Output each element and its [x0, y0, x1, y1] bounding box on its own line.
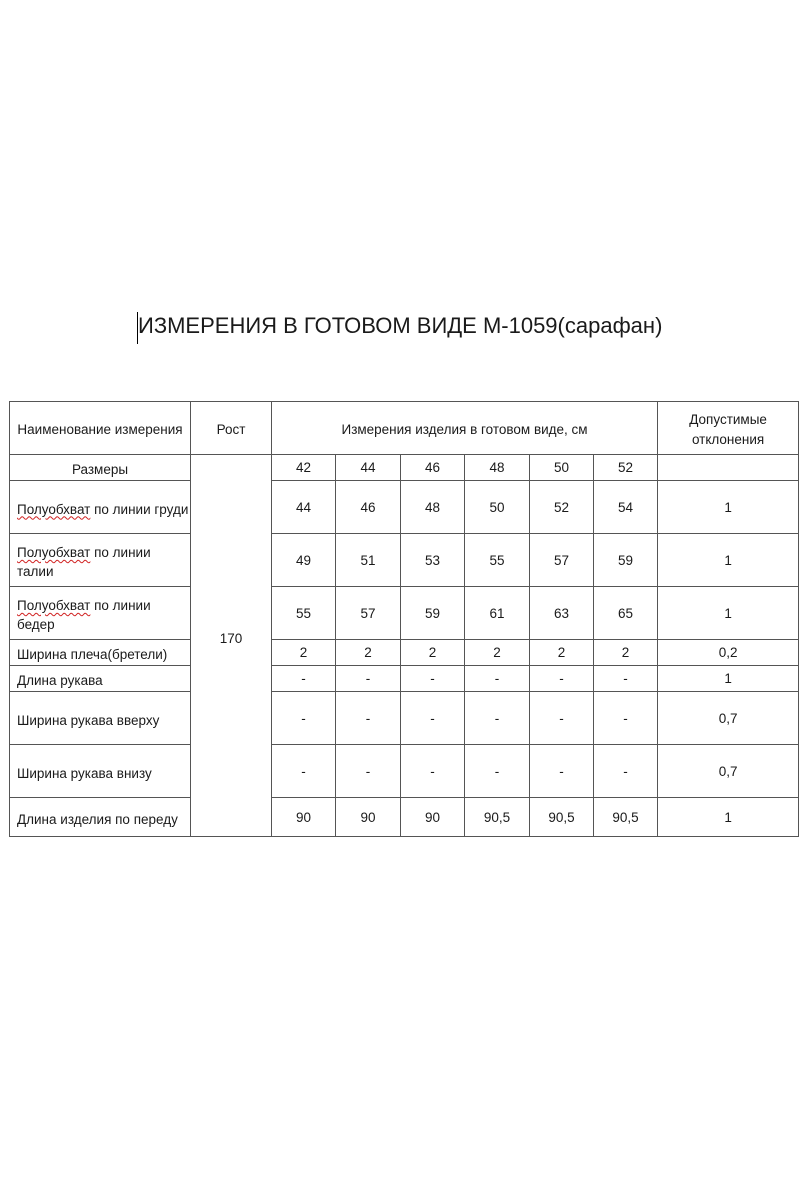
measurement-value: 2: [272, 640, 336, 666]
tolerance-value: 0,7: [658, 745, 799, 798]
misspelled-word: Полуобхват: [17, 598, 91, 613]
misspelled-word: Полуобхват: [17, 501, 91, 517]
header-tolerance: Допустимые отклонения: [658, 402, 799, 455]
measurement-value: -: [336, 692, 401, 745]
measurement-value: 90: [272, 798, 336, 837]
size-header: 46: [401, 455, 465, 481]
measurement-name: [10, 666, 191, 692]
tolerance-empty: [658, 455, 799, 481]
sizes-label: Размеры: [10, 455, 191, 481]
measurement-name: [10, 534, 191, 587]
measurement-value: 54: [594, 481, 658, 534]
measurement-value: 57: [530, 534, 594, 587]
measurement-value: 90,5: [530, 798, 594, 837]
header-name: Наименование измерения: [10, 402, 191, 455]
measurement-name-text: по линии талии: [17, 545, 151, 579]
measurement-value: -: [530, 692, 594, 745]
table-row: [10, 745, 799, 798]
measurement-value: 44: [272, 481, 336, 534]
misspelled-word: Полуобхват: [17, 545, 91, 560]
table-row: [10, 666, 799, 692]
measurement-name-text: Ширина плеча(бретели): [17, 647, 168, 662]
measurement-name-text: Ширина рукава внизу: [17, 765, 152, 781]
measurement-value: 2: [594, 640, 658, 666]
tolerance-value: 1: [658, 587, 799, 640]
tolerance-value: 1: [658, 798, 799, 837]
table-row: [10, 587, 799, 640]
size-header: 52: [594, 455, 658, 481]
measurement-value: -: [530, 745, 594, 798]
measurement-value: 49: [272, 534, 336, 587]
measurement-value: -: [594, 745, 658, 798]
measurement-value: -: [401, 745, 465, 798]
measurement-value: 59: [594, 534, 658, 587]
measurement-value: 90: [401, 798, 465, 837]
measurement-value: 51: [336, 534, 401, 587]
measurement-value: -: [401, 666, 465, 692]
measurement-value: -: [465, 745, 530, 798]
size-header: 42: [272, 455, 336, 481]
measurement-name: [10, 745, 191, 798]
measurement-name: [10, 692, 191, 745]
measurement-value: 57: [336, 587, 401, 640]
header-height: Рост: [191, 402, 272, 455]
measurement-value: -: [530, 666, 594, 692]
size-header: 44: [336, 455, 401, 481]
measurement-name-text: Длина рукава: [17, 673, 103, 688]
measurement-value: 90,5: [465, 798, 530, 837]
measurement-name: [10, 587, 191, 640]
measurement-value: 2: [530, 640, 594, 666]
measurement-value: -: [272, 666, 336, 692]
measurement-name-text: по линии бедер: [17, 598, 151, 632]
measurement-value: -: [336, 745, 401, 798]
measurement-value: 53: [401, 534, 465, 587]
measurement-value: -: [336, 666, 401, 692]
page-title: ИЗМЕРЕНИЯ В ГОТОВОМ ВИДЕ М-1059(сарафан): [138, 313, 663, 338]
measurement-name-text: Длина изделия по переду: [17, 811, 178, 827]
measurement-value: 59: [401, 587, 465, 640]
measurement-value: 55: [465, 534, 530, 587]
measurement-value: -: [465, 692, 530, 745]
tolerance-value: 1: [658, 666, 799, 692]
header-measurements: Измерения изделия в готовом виде, см: [272, 402, 658, 455]
measurement-name-text: по линии груди: [90, 501, 189, 517]
measurement-value: 55: [272, 587, 336, 640]
measurement-name-text: Ширина рукава вверху: [17, 712, 160, 728]
measurement-name: [10, 798, 191, 837]
measurement-value: 2: [465, 640, 530, 666]
tolerance-value: 0,2: [658, 640, 799, 666]
measurement-value: -: [272, 692, 336, 745]
table-row: [10, 481, 799, 534]
measurement-value: 90,5: [594, 798, 658, 837]
table-row: [10, 640, 799, 666]
measurement-value: -: [401, 692, 465, 745]
measurement-name: [10, 640, 191, 666]
measurement-value: 65: [594, 587, 658, 640]
measurement-value: 2: [336, 640, 401, 666]
measurement-value: -: [272, 745, 336, 798]
size-header: 50: [530, 455, 594, 481]
measurement-value: -: [465, 666, 530, 692]
measurement-name: [10, 481, 191, 534]
measurement-value: 48: [401, 481, 465, 534]
tolerance-value: 1: [658, 534, 799, 587]
table-row: [10, 692, 799, 745]
size-header: 48: [465, 455, 530, 481]
table-row: [10, 798, 799, 837]
measurement-value: 63: [530, 587, 594, 640]
table-row: [10, 534, 799, 587]
measurements-table: [9, 401, 799, 837]
tolerance-value: 0,7: [658, 692, 799, 745]
measurement-value: 52: [530, 481, 594, 534]
measurement-value: 50: [465, 481, 530, 534]
measurement-value: -: [594, 692, 658, 745]
measurement-value: 2: [401, 640, 465, 666]
height-value: 170: [191, 455, 272, 837]
measurement-value: 61: [465, 587, 530, 640]
measurement-value: 90: [336, 798, 401, 837]
measurement-value: -: [594, 666, 658, 692]
measurement-value: 46: [336, 481, 401, 534]
tolerance-value: 1: [658, 481, 799, 534]
